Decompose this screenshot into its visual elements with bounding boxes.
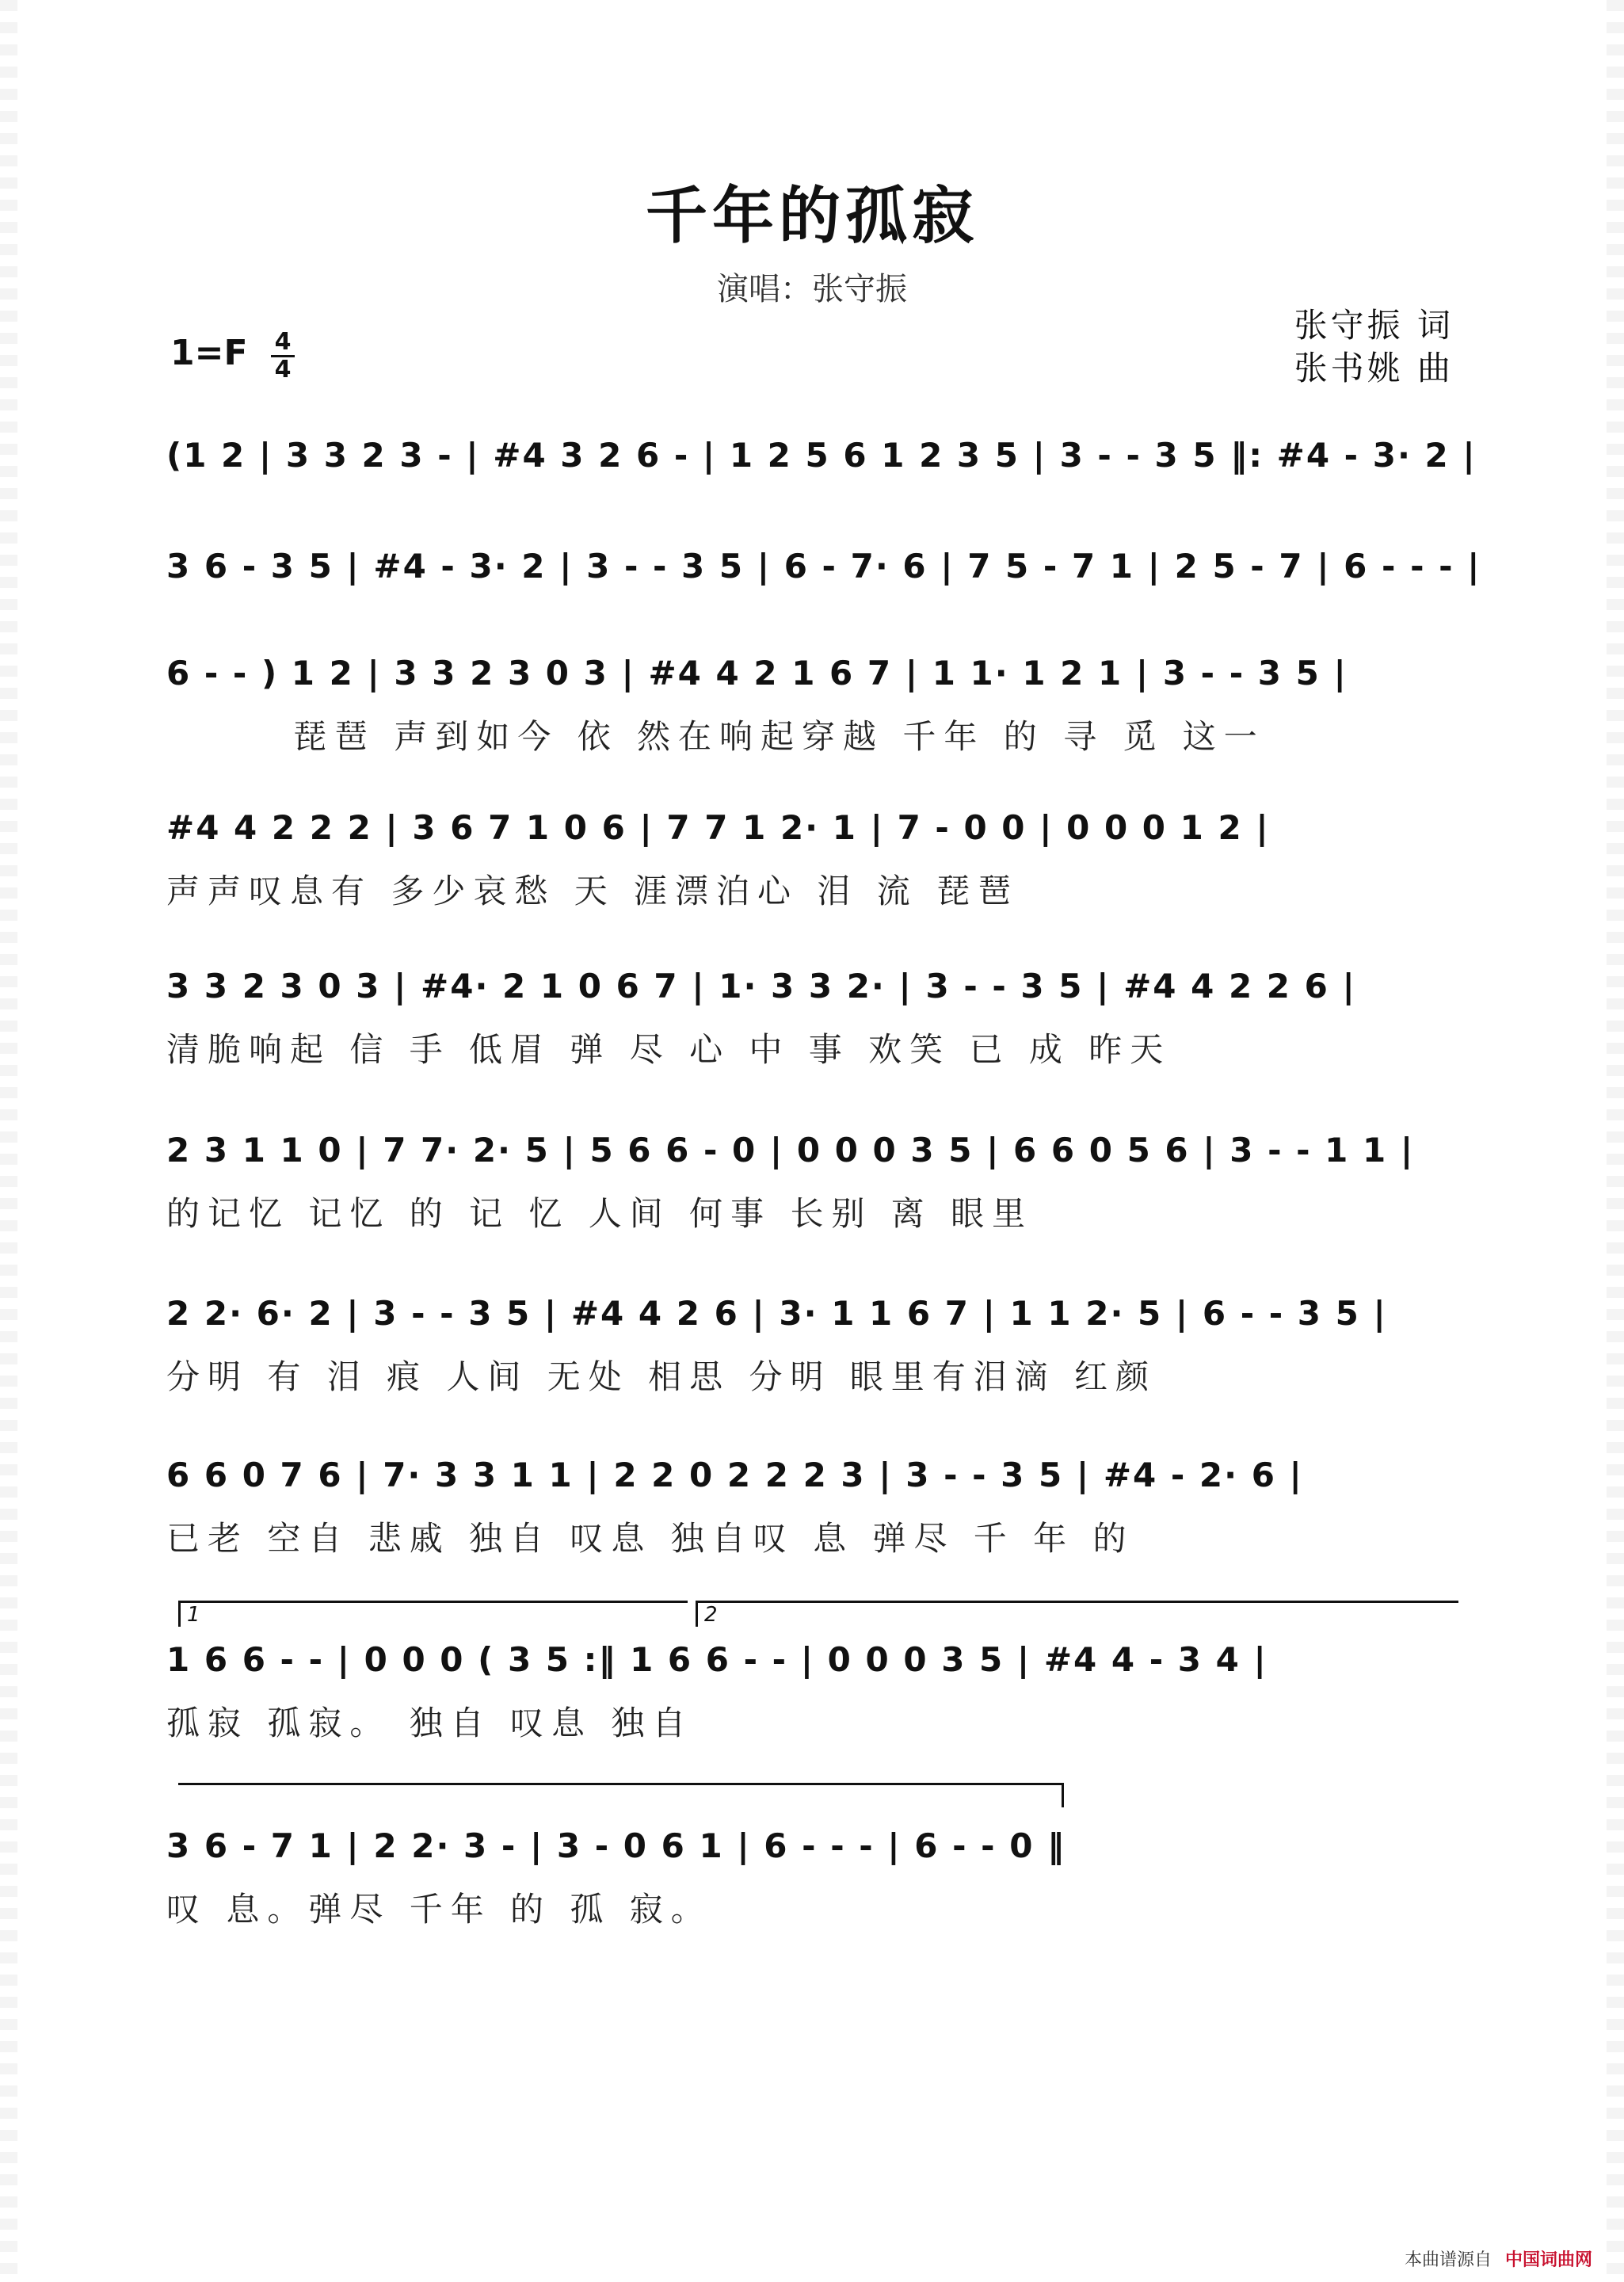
- notation-line: 6 - - ) 1 2 | 3 3 2 3 0 3 | #4 4 2 1 6 7 | 1 1· 1 2 1 | 3 - - 3 5 |: [166, 654, 1348, 693]
- source-site-link[interactable]: 中国词曲网: [1504, 2250, 1592, 2270]
- notation-line: 3 6 - 3 5 | #4 - 3· 2 | 3 - - 3 5 | 6 - 7· 6 | 7 5 - 7 1 | 2 5 - 7 | 6 - - - |: [166, 547, 1481, 586]
- lyric-line: 孤寂 孤寂。 独自 叹息 独自: [166, 1704, 694, 1742]
- source-footer: [1405, 2246, 1592, 2271]
- continuation-bracket: [178, 1783, 1064, 1807]
- notation-line: 3 3 2 3 0 3 | #4· 2 1 0 6 7 | 1· 3 3 2· | 3 - - 3 5 | #4 4 2 2 6 |: [166, 967, 1356, 1006]
- left-page-border: [0, 0, 17, 2282]
- lyric-line: 的记忆 记忆 的 记 忆 人间 何事 长别 离 眼里: [166, 1194, 1034, 1233]
- notation-line: 2 2· 6· 2 | 3 - - 3 5 | #4 4 2 6 | 3· 1 1 6 7 | 1 1 2· 5 | 6 - - 3 5 |: [166, 1294, 1387, 1333]
- time-signature-top: 4: [274, 328, 292, 356]
- lyric-line: 分明 有 泪 痕 人间 无处 相思 分明 眼里有泪滴 红颜: [166, 1357, 1157, 1396]
- lyric-line: 清脆响起 信 手 低眉 弹 尽 心 中 事 欢笑 已 成 昨天: [166, 1030, 1172, 1069]
- right-page-border: [1607, 0, 1624, 2282]
- notation-line: 6 6 0 7 6 | 7· 3 3 1 1 | 2 2 0 2 2 2 3 | 3 - - 3 5 | #4 - 2· 6 |: [166, 1456, 1303, 1494]
- time-signature: [271, 330, 295, 383]
- notation-line: 2 3 1 1 0 | 7 7· 2· 5 | 5 6 6 - 0 | 0 0 0 3 5 | 6 6 0 5 6 | 3 - - 1 1 |: [166, 1131, 1415, 1170]
- notation-line: (1 2 | 3 3 2 3 - | #4 3 2 6 - | 1 2 5 6 1 2 3 5 | 3 - - 3 5 ‖: #4 - 3· 2 |: [166, 436, 1477, 475]
- second-ending-number: 2: [704, 1603, 718, 1627]
- lyricist-credit: 张守振 词: [1294, 306, 1454, 345]
- lyric-line: 声声叹息有 多少哀愁 天 涯漂泊心 泪 流 琵琶: [166, 872, 1020, 910]
- first-ending-bracket: [178, 1601, 688, 1627]
- song-title: 千年的孤寂: [645, 181, 978, 252]
- key-signature: 1=F: [170, 333, 248, 373]
- notation-line: 3 6 - 7 1 | 2 2· 3 - | 3 - 0 6 1 | 6 - - - | 6 - - 0 ‖: [166, 1826, 1066, 1865]
- source-label: 本曲谱源自: [1404, 2250, 1492, 2270]
- first-ending-number: 1: [187, 1603, 200, 1627]
- second-ending-bracket: [696, 1601, 1458, 1627]
- time-signature-bottom: 4: [271, 355, 295, 383]
- notation-line: 1 6 6 - - | 0 0 0 ( 3 5 :‖ 1 6 6 - - | 0 0 0 3 5 | #4 4 - 3 4 |: [166, 1640, 1268, 1679]
- lyric-line: 已老 空自 悲戚 独自 叹息 独自叹 息 弹尽 千 年 的: [166, 1519, 1134, 1558]
- notation-line: #4 4 2 2 2 | 3 6 7 1 0 6 | 7 7 1 2· 1 | 7 - 0 0 | 0 0 0 1 2 |: [166, 808, 1270, 847]
- composer-credit: 张书姚 曲: [1294, 349, 1454, 387]
- singer-credit: 演唱：张守振: [717, 271, 907, 307]
- lyric-line: 琵琶 声到如今 依 然在响起穿越 千年 的 寻 觅 这一: [293, 717, 1265, 756]
- lyric-line: 叹 息。弹尽 千年 的 孤 寂。: [166, 1890, 712, 1929]
